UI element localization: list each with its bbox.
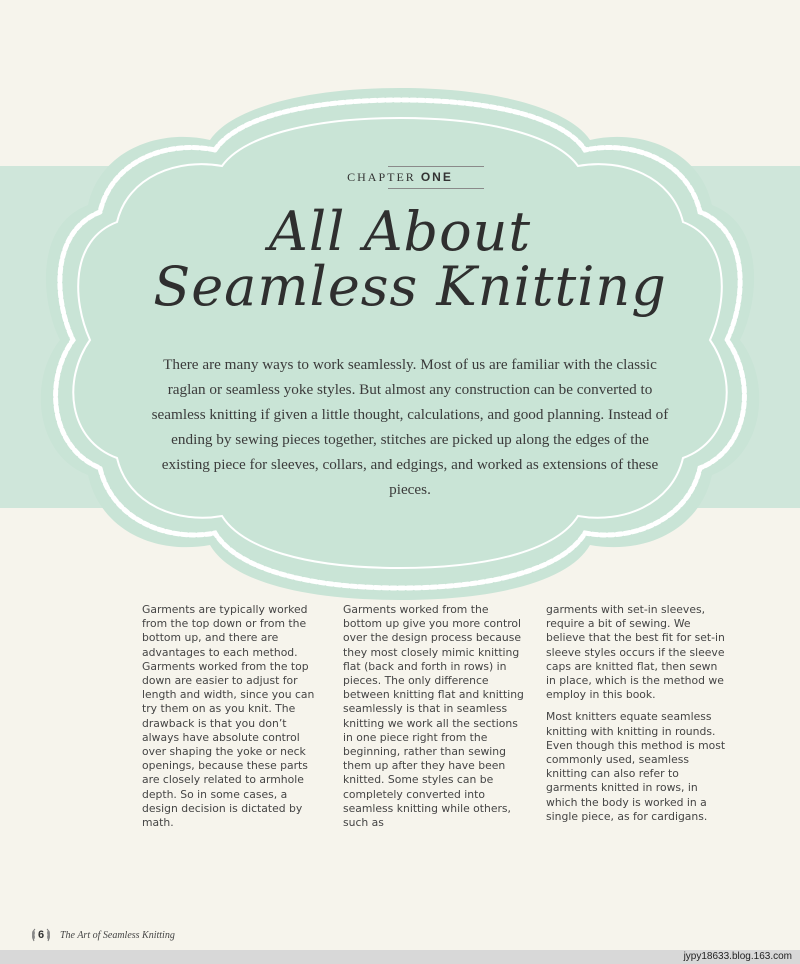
page-number-badge [30, 926, 52, 944]
chapter-title-line2: Seamless Knitting [153, 255, 667, 318]
chapter-title-line1: All About [268, 200, 532, 263]
body-paragraph: garments with set-in sleeves, require a bit of sewing. We believe that the best fit for set-in sleeve styles occurs if the sleeve caps are knitted flat, then sewn in place, which is the method we employ in this book. [546, 603, 725, 702]
intro-paragraph: There are many ways to work seamlessly. Most of us are familiar with the classic raglan or seamless yoke styles. But almost any construction can be converted to seamless knitting if given a little thought, calculations, and good planning. Instead of ending by sewing pieces together, stitches are picked up along the edges of the existing piece for sleeves, collars, and edgings, and worked as extensions of these pieces. [151, 356, 669, 498]
running-footer-title: The Art of Seamless Knitting [60, 929, 175, 941]
chapter-label-prefix: CHAPTER [347, 170, 416, 184]
chapter-rule-top [388, 166, 484, 167]
page-footer [30, 925, 175, 945]
bottom-strip [0, 950, 800, 964]
page-number: 6 [37, 929, 45, 941]
body-column-3 [546, 603, 728, 832]
chapter-label [0, 170, 800, 185]
body-column-1 [142, 603, 324, 838]
body-column-2 [343, 603, 525, 838]
watermark-text: jypy18633.blog.163.com [683, 951, 792, 962]
body-paragraph: Garments worked from the bottom up give you more control over the design process because they most closely mimic knitting flat (back and forth in rows) in pieces. The only difference between knitting flat and knitting seamlessly is that in seamless knitting we work all the sections in one piece right from the beginning, rather than sewing them up after they have been knitted. Some styles can be completely converted into seamless knitting while others, such as [343, 603, 524, 830]
body-paragraph: Garments are typically worked from the top down or from the bottom up, and there are advantages to each method. Garments worked from the top down are easier to adjust for length and width, since you can try them on as you knit. The drawback is that you don’t always have absolute control over shaping the yoke or neck openings, because these parts are closely related to armhole depth. So in some cases, a design decision is dictated by math. [142, 603, 315, 830]
chapter-rule-bottom [388, 188, 484, 189]
chapter-label-number: ONE [420, 170, 453, 184]
body-paragraph: Most knitters equate seamless knitting with knitting in rounds. Even though this method is most commonly used, seamless knitting can also refer to garments knitted in rows, in which the body is worked in a single piece, as for cardigans. [546, 710, 726, 823]
